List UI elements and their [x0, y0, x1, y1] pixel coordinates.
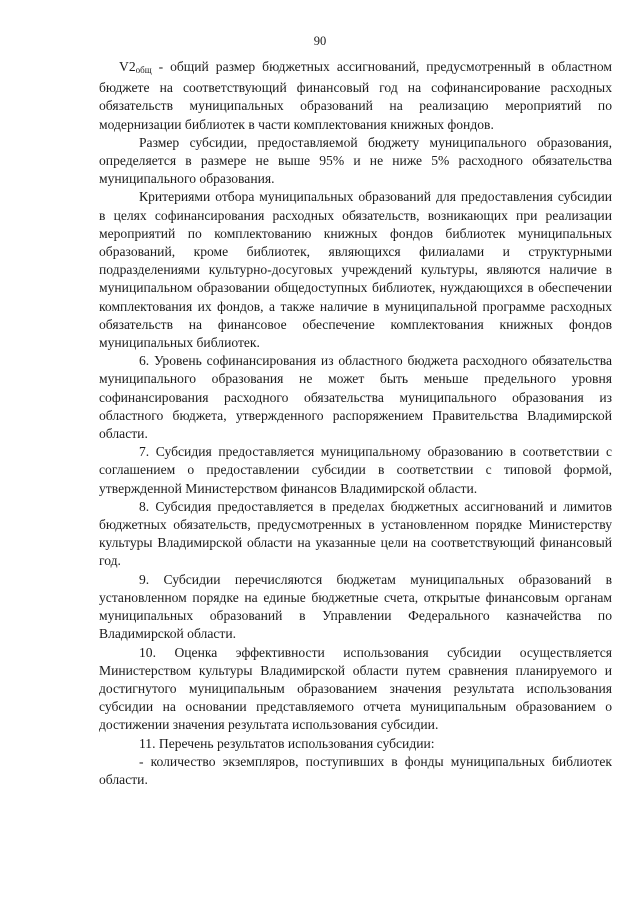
v2-subscript: общ	[135, 65, 152, 75]
v2-definition-text: - общий размер бюджетных ассигнований, предусмотренный в областном бюджете на соответствующий финансовый год на софинансирование расходных обязательств муниципальных образований на реализацию мероприятий по модернизации библиотек в части комплектования книжных фондов.	[99, 59, 612, 132]
paragraph-item-9: 9. Субсидии перечисляются бюджетам муниципальных образований в установленном порядке на единые бюджетные счета, открытые финансовым органам муниципальных образований в Управлении Федерального казначейства по Владимирской области.	[99, 571, 612, 642]
paragraph-item-8: 8. Субсидия предоставляется в пределах бюджетных ассигнований и лимитов бюджетных обязательств, предусмотренных в установленном порядке Министерству культуры Владимирской области на указанные цели на соответствующий финансовый год.	[99, 498, 612, 569]
paragraph-selection-criteria: Критериями отбора муниципальных образований для предоставления субсидии в целях софинансирования расходных обязательств, возникающих при реализации мероприятий по комплектованию книжных фондов библиотек муниципальных образований, кроме библиотек, являющихся филиалами и структурными подразделениями культурно-досуговых учреждений культуры, являются наличие в муниципальном образовании общедоступных библиотек, нуждающихся в обеспечении комплектования их фондов, а также наличие в муниципальной программе расходных обязательств на финансовое обеспечение комплектования книжных фондов муниципальных библиотек.	[99, 189, 612, 351]
v2-symbol: V2	[119, 59, 136, 74]
paragraph-v2-definition	[99, 58, 612, 134]
paragraph-item-6: 6. Уровень софинансирования из областного бюджета расходного обязательства муниципального образования не может быть меньше предельного уровня софинансирования расходного обязательства муниципального образования из областного бюджета, утвержденного распоряжением Правительства Владимирской области.	[99, 353, 612, 442]
paragraph-item-10: 10. Оценка эффективности использования субсидии осуществляется Министерством культуры Владимирской области путем сравнения планируемого и достигнутого муниципальным образованием значения результата использования субсидии на основании представляемого отчета муниципальным образованием о достижении значения результата использования субсидии.	[99, 644, 612, 733]
paragraph-item-7: 7. Субсидия предоставляется муниципальному образованию в соответствии с соглашением о предоставлении субсидии в соответствии с типовой формой, утвержденной Министерством финансов Владимирской области.	[99, 444, 612, 496]
paragraph-item-11: 11. Перечень результатов использования субсидии:	[139, 735, 435, 751]
page-number: 90	[313, 34, 327, 48]
paragraph-result-item: - количество экземпляров, поступивших в фонды муниципальных библиотек области.	[99, 753, 612, 787]
document-body	[99, 58, 612, 789]
paragraph-subsidy-size: Размер субсидии, предоставляемой бюджету муниципального образования, определяется в размере не выше 95% и не ниже 5% расходного обязательства муниципального образования.	[99, 134, 612, 187]
